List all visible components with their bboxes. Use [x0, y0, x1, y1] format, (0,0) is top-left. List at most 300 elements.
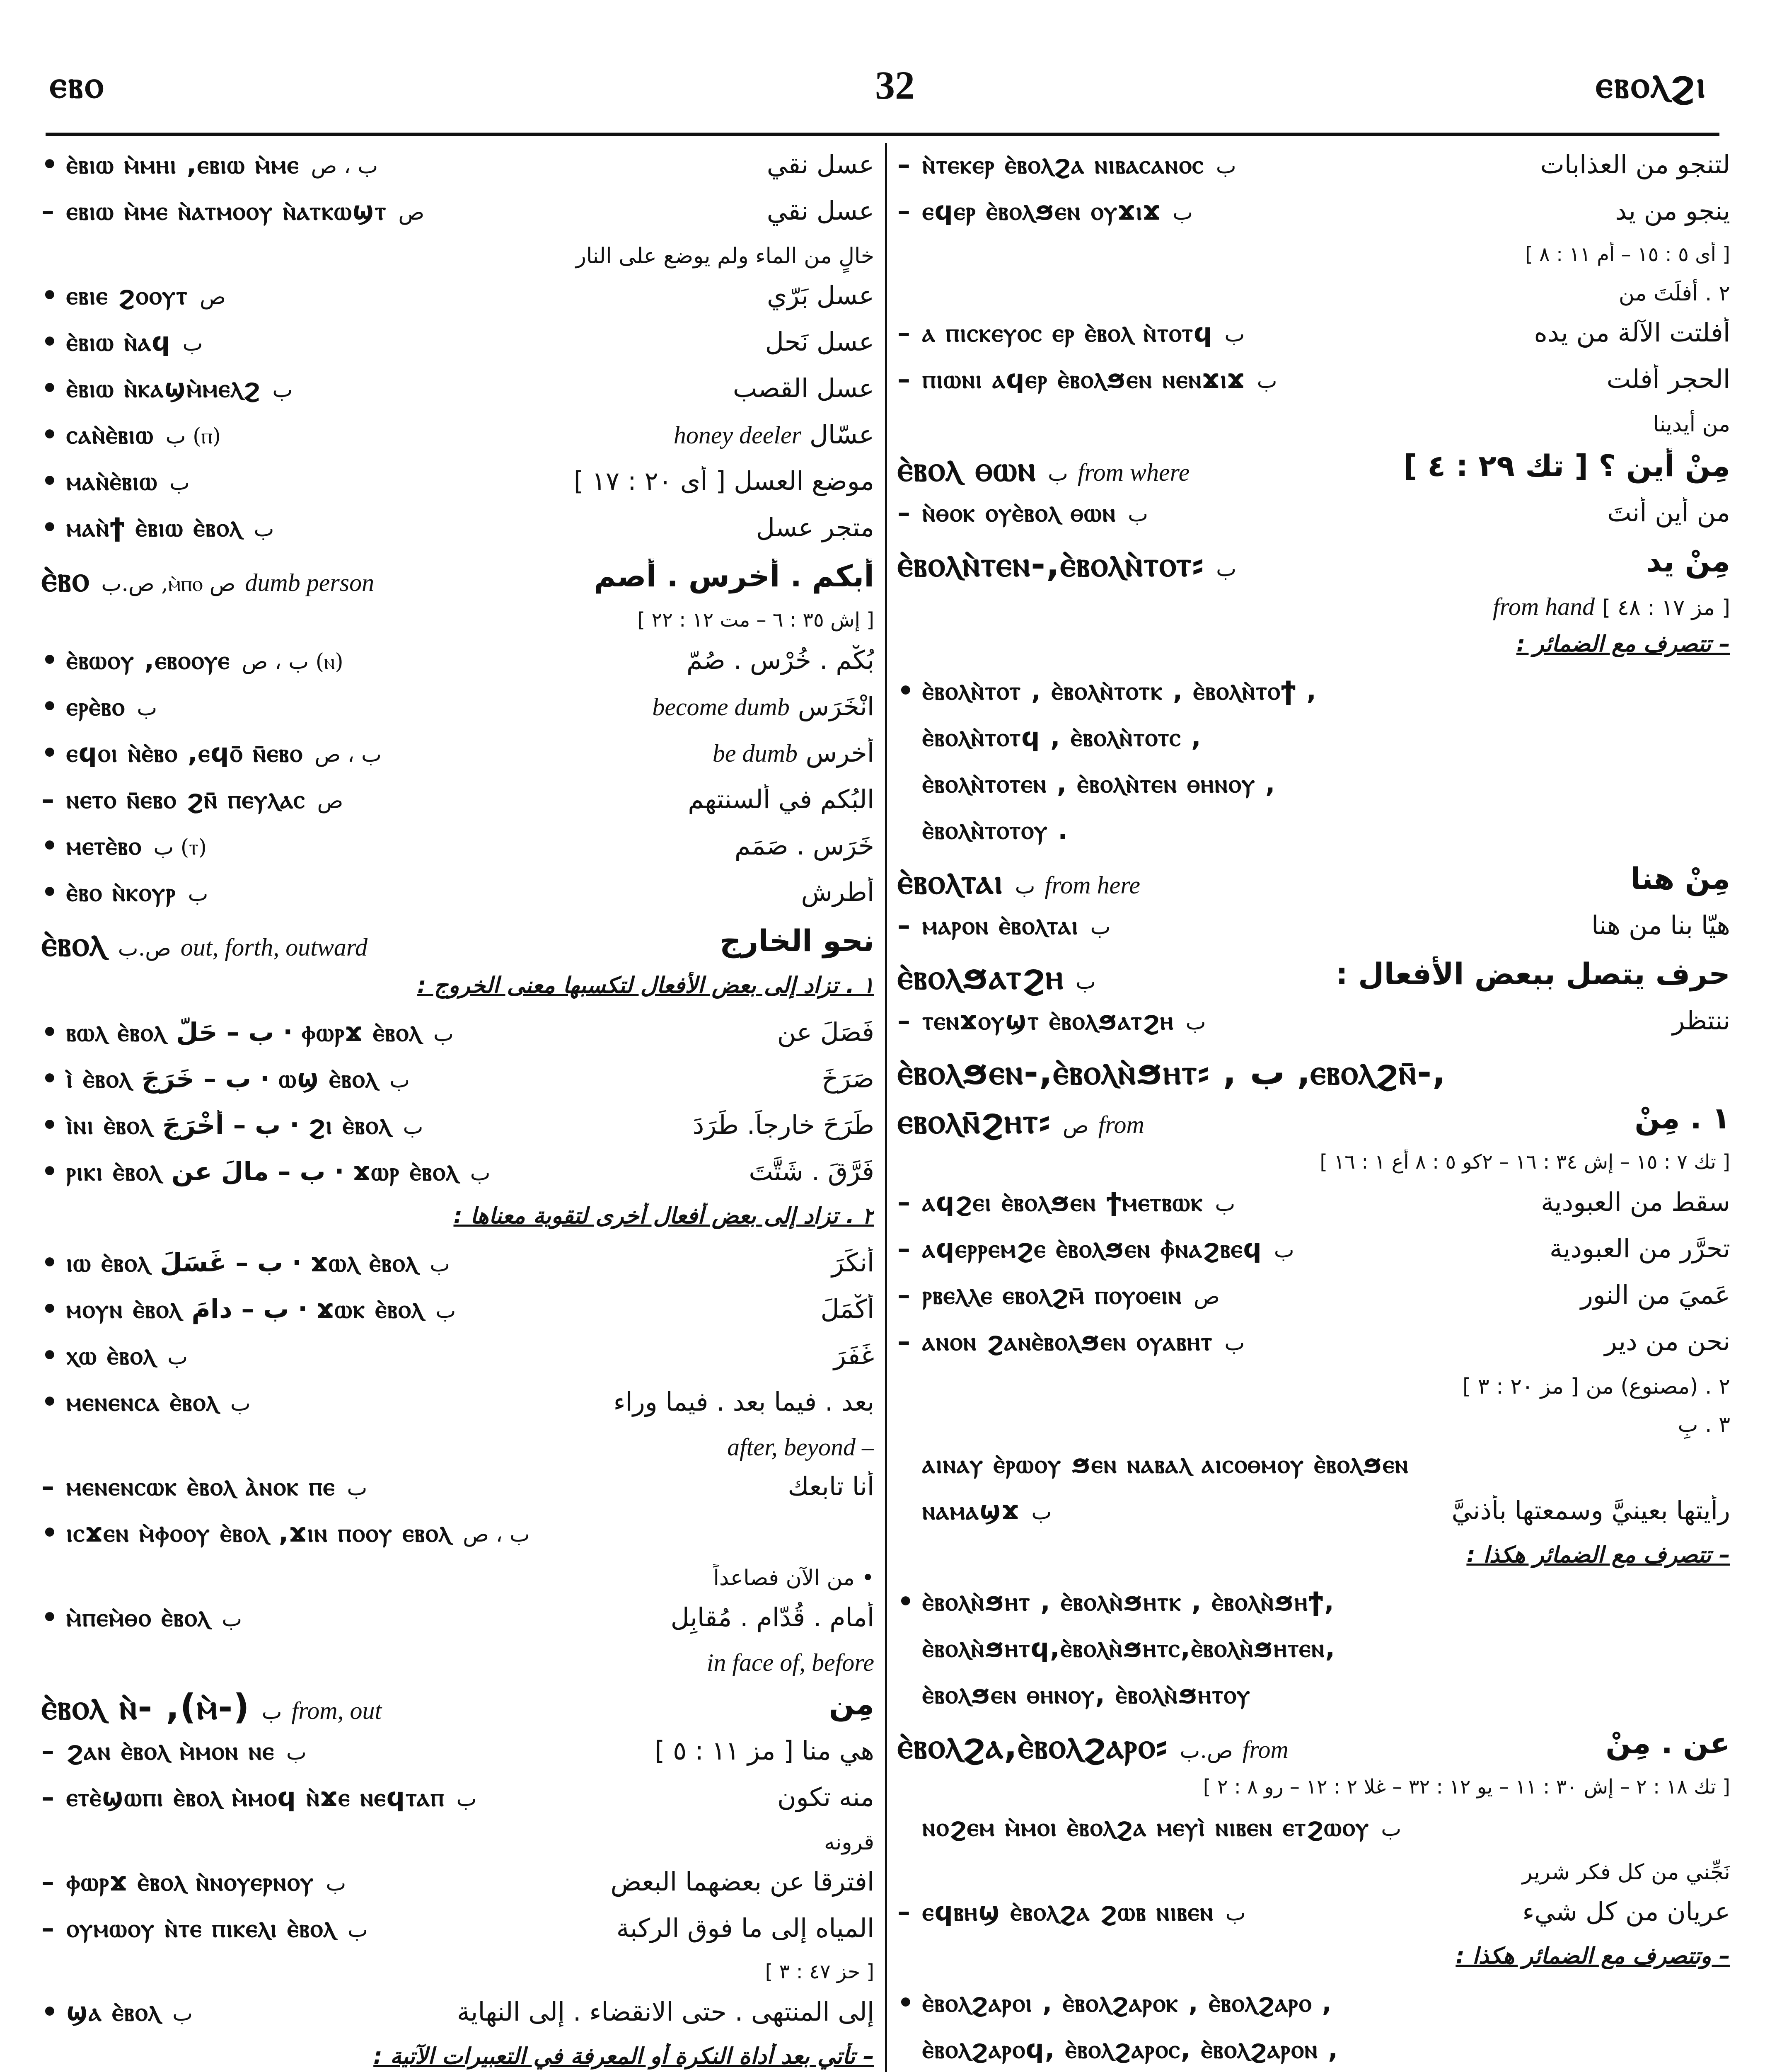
- arabic-gloss: طَرَحَ خارجاً. طَرَدَ: [692, 1110, 874, 1140]
- arabic-gloss: إلى المنتهى . حتى الانقضاء . إلى النهاية: [457, 1997, 874, 2027]
- entry-marker: –: [897, 1187, 910, 1217]
- coptic-term: ⲉ̀ⲃⲟⲗ ⲛ̀- ,(ⲙ̀-): [41, 1687, 250, 1727]
- entry-right-part: [674, 419, 874, 450]
- dialect-tag: ب: [254, 517, 274, 542]
- coptic-term: ⲙⲁⲛ̀ⲉ̀ⲃⲓⲱ: [66, 466, 158, 496]
- right-entry-bullet: [897, 1280, 1730, 1326]
- entry-left-part: [41, 691, 157, 721]
- dialect-tag: ب: [182, 331, 203, 356]
- entry-right-part: [655, 1736, 874, 1766]
- coptic-term: ⲙⲉⲛⲉⲛⲥⲱⲕ ⲉ̀ⲃⲟⲗ ⲁ̀ⲛⲟⲕ ⲡⲉ: [66, 1471, 336, 1501]
- arabic-gloss: افترقا عن بعضهما البعض: [610, 1866, 874, 1897]
- arabic-gloss: قرونه: [824, 1830, 874, 1855]
- arabic-gloss: هي منا [ مز ١١ : ٥ ]: [655, 1736, 874, 1766]
- entry-marker: •: [41, 1294, 58, 1324]
- coptic-term: ⲉ̀ⲃⲟ ⲛ̀ⲕⲟⲩⲣ: [66, 877, 176, 907]
- arabic-gloss: أكْمَلَ: [820, 1294, 874, 1324]
- entry-right-part: [733, 373, 874, 403]
- coptic-term: ⲧⲉⲛϫⲟⲩϣⲧ ⲉ̀ⲃⲟⲗϧⲁⲧϩⲏ: [922, 1005, 1174, 1036]
- arabic-gloss: بُكْم . خُرْس . صُمّ: [686, 645, 874, 675]
- left-entry-ref: [41, 1959, 874, 1997]
- entry-right-part: [1203, 1774, 1730, 1798]
- entry-left-part: [41, 1017, 454, 1047]
- arabic-gloss: خَرَس . صَمَم: [734, 830, 874, 861]
- arabic-gloss: انْخَرَس: [798, 691, 874, 721]
- coptic-term: ⲛ̀ⲧⲉⲕⲉⲣ ⲉ̀ⲃⲟⲗϩⲁ ⲛⲓⲃⲁⲥⲁⲛⲟⲥ: [922, 149, 1204, 179]
- entry-marker: •: [41, 373, 58, 403]
- entry-right-part: [457, 1997, 874, 2027]
- coptic-term: ⲛ̀ⲑⲟⲕ ⲟⲩⲉ̀ⲃⲟⲗ ⲑⲱⲛ: [922, 497, 1117, 528]
- entry-right-part: [594, 559, 874, 593]
- right-entry-cont: [897, 410, 1730, 448]
- entry-left-part: [41, 1602, 242, 1632]
- entry-right-part: [1550, 1233, 1730, 1264]
- coptic-term: ⲉ̀ⲃⲟⲗⲛ̀ⲧⲟⲧ , ⲉ̀ⲃⲟⲗⲛ̀ⲧⲟⲧⲕ , ⲉ̀ⲃⲟⲗⲛ̀ⲧⲟϯ ,: [922, 675, 1317, 706]
- dialect-tag: ب: [286, 1740, 307, 1765]
- right-entry-bullet: [897, 196, 1730, 242]
- entry-left-part: [897, 1187, 1235, 1217]
- entry-right-part: [1522, 1896, 1730, 1927]
- right-entry-bullet: [897, 910, 1730, 956]
- coptic-term: ⲙⲟⲩⲛ ⲉ̀ⲃⲟⲗ ب – دامَ · ϫⲱⲕ ⲉ̀ⲃⲟⲗ: [66, 1294, 424, 1324]
- coptic-term: ⲓ̀ⲛⲓ ⲉ̀ⲃⲟⲗ ب – أخْرَجَ · ϩⲓ ⲉ̀ⲃⲟⲗ: [66, 1110, 392, 1140]
- entry-marker: –: [897, 317, 910, 348]
- dialect-tag: ب: [261, 1699, 282, 1724]
- entry-marker: •: [41, 1387, 58, 1417]
- entry-right-part: [1672, 1005, 1730, 1036]
- entry-left-part: [897, 861, 1141, 902]
- left-entry-cont: [41, 1433, 874, 1471]
- arabic-gloss: نحو الخارج: [719, 923, 874, 958]
- entry-marker: –: [897, 149, 910, 179]
- dialect-tag: ب: [433, 1021, 454, 1046]
- left-entry-bullet: [41, 1602, 874, 1648]
- arabic-gloss: هيّا بنا من هنا: [1591, 910, 1730, 940]
- coptic-term: ϣⲁ ⲉ̀ⲃⲟⲗ: [66, 1997, 161, 2027]
- english-gloss: from: [1098, 1111, 1144, 1138]
- arabic-gloss: عسّال: [809, 419, 874, 450]
- english-gloss: from here: [1044, 871, 1141, 899]
- coptic-term: ⲉ̀ⲃⲟⲗⲛ̀ⲧⲟⲧⲉⲛ , ⲉ̀ⲃⲟⲗⲛ̀ⲧⲉⲛ ⲑⲏⲛⲟⲩ ,: [922, 768, 1276, 799]
- entry-left-part: [897, 196, 1193, 226]
- arabic-gloss: ٣ . بِ: [1678, 1412, 1730, 1437]
- arabic-gloss: خالٍ من الماء ولم يوضع على النار: [575, 244, 874, 269]
- coptic-term: ⲁϥϩⲉⲓ ⲉ̀ⲃⲟⲗϧⲉⲛ ϯⲙⲉⲧⲃⲱⲕ: [922, 1187, 1204, 1217]
- right-entry-cont: [897, 279, 1730, 317]
- left-entry-bullet: [41, 1913, 874, 1959]
- entry-left-part: [41, 1156, 491, 1186]
- arabic-gloss: رأيتها بعينيَّ وسمعتها بأذنيَّ: [1451, 1495, 1730, 1525]
- entry-right-part: [1336, 956, 1730, 991]
- arabic-gloss: تحرَّر من العبودية: [1549, 1233, 1730, 1264]
- entry-marker: •: [41, 1017, 58, 1047]
- coptic-term: ⲁⲛⲟⲛ ϩⲁⲛⲉ̀ⲃⲟⲗϧⲉⲛ ⲟⲩⲁⲃⲏⲧ: [922, 1326, 1213, 1356]
- entry-left-part: [897, 1101, 1144, 1141]
- arabic-gloss: عسل نَحل: [765, 327, 874, 357]
- coptic-term: ⲓⲱ ⲉ̀ⲃⲟⲗ ب – غَسَلَ · ϫⲱⲗ ⲉ̀ⲃⲟⲗ: [66, 1247, 418, 1278]
- arabic-gloss: أمام . قُدّام . مُقابِل: [670, 1602, 874, 1632]
- entry-right-part: [1615, 196, 1730, 226]
- english-gloss: from, out: [291, 1697, 382, 1724]
- dialect-tag: ب: [347, 1917, 368, 1942]
- arabic-gloss: فَرَّقَ . شَتَّتَ: [749, 1156, 874, 1186]
- entry-left-part: [897, 1449, 1409, 1479]
- entry-right-part: [1525, 242, 1730, 266]
- arabic-gloss: أبكم . أخرس . أصم: [594, 559, 874, 593]
- right-entry-ref: [897, 1150, 1730, 1187]
- coptic-term: ⲙⲉⲧⲉ̀ⲃⲟ: [66, 830, 142, 861]
- right-entry-bullet: [897, 497, 1730, 544]
- entry-left-part: [41, 373, 293, 403]
- entry-left-part: [897, 497, 1148, 528]
- arabic-gloss: منه تكون: [777, 1782, 874, 1812]
- arabic-gloss: ينجو من يد: [1615, 196, 1730, 226]
- coptic-term: ⲉϥⲟⲓ ⲛ̀ⲉ̀ⲃⲟ ,ⲉϥⲟ̄ ⲛ̄ⲉⲃⲟ: [66, 738, 303, 768]
- coptic-term: ⲙⲉⲛⲉⲛⲥⲁ ⲉ̀ⲃⲟⲗ: [66, 1387, 219, 1417]
- right-entry-bullet: [897, 364, 1730, 410]
- entry-right-part: [713, 1564, 874, 1591]
- arabic-gloss: • من الآن فصاعداً: [713, 1566, 874, 1590]
- entry-right-part: [1619, 279, 1730, 306]
- entry-marker: •: [41, 691, 58, 721]
- dialect-tag: ب: [430, 1252, 450, 1277]
- entry-left-part: [41, 1518, 530, 1548]
- dialect-tag: ب: [1216, 154, 1236, 179]
- entry-marker: •: [897, 675, 914, 706]
- entry-marker: •: [41, 1247, 58, 1278]
- coptic-term: ⲙ̀ⲡⲉⲙ̀ⲑⲟ ⲉ̀ⲃⲟⲗ: [66, 1602, 210, 1632]
- right-entry-sub: [897, 1542, 1730, 1586]
- arabic-gloss: عسل نقي: [766, 149, 874, 179]
- entry-marker: •: [41, 1110, 58, 1140]
- coptic-term: ⲓⲥϫⲉⲛ ⲙ̀ⲫⲟⲟⲩ ⲉ̀ⲃⲟⲗ ,ϫⲓⲛ ⲡⲟⲟⲩ ⲉⲃⲟⲗ: [66, 1518, 452, 1548]
- entry-left-part: [897, 768, 1276, 799]
- entry-left-part: [897, 815, 1069, 845]
- entry-marker: •: [41, 1518, 58, 1548]
- right-entry-bullet: [897, 1633, 1730, 1679]
- entry-marker: •: [41, 280, 58, 310]
- entry-marker: –: [41, 1866, 54, 1897]
- english-gloss: dumb person: [245, 569, 375, 596]
- arabic-gloss: [ حز ٤٧ : ٣ ]: [765, 1960, 874, 1983]
- entry-left-part: [897, 448, 1190, 489]
- coptic-term: ⲉ̀ⲃⲟⲗϩⲁⲣⲟϥ, ⲉ̀ⲃⲟⲗϩⲁⲣⲟⲥ, ⲉ̀ⲃⲟⲗϩⲁⲣⲟⲛ ,: [922, 2034, 1339, 2064]
- right-entry-bullet: [897, 1326, 1730, 1372]
- right-entry-bullet: [897, 768, 1730, 815]
- dialect-tag: ب: [167, 1345, 188, 1370]
- entry-left-part: [41, 559, 375, 599]
- coptic-term: ⲉ̀ⲃⲓⲱ ⲛ̀ⲕⲁϣⲙ̀ⲙⲉⲗϩ: [66, 373, 261, 403]
- entry-right-part: [1581, 1280, 1730, 1310]
- right-entry-bullet: [897, 1812, 1730, 1858]
- right-entry-bullet: [897, 1987, 1730, 2034]
- coptic-term: ⲃⲱⲗ ⲉ̀ⲃⲟⲗ ب – حَلّ · ⲫⲱⲣϫ ⲉ̀ⲃⲟⲗ: [66, 1017, 422, 1047]
- left-entry-sub: [41, 972, 874, 1017]
- entry-left-part: [41, 923, 368, 964]
- arabic-gloss: ننتظر: [1672, 1005, 1730, 1036]
- dialect-tag: ص: [1194, 1284, 1220, 1309]
- entry-right-part: [1634, 1101, 1730, 1135]
- dialect-tag: ب: [347, 1476, 368, 1501]
- header-left-guide-word: ⲉⲃⲟ: [50, 62, 105, 107]
- right-entry-bullet: [897, 722, 1730, 768]
- coptic-term: ⲛⲁⲙⲁϣϫ: [922, 1495, 1020, 1525]
- dialect-tag: ب: [1225, 1901, 1246, 1926]
- left-entry-bullet: [41, 645, 874, 691]
- coptic-term: ⲉ̀ⲃⲟⲗϩⲁⲣⲟⲓ , ⲉ̀ⲃⲟⲗϩⲁⲣⲟⲕ , ⲉ̀ⲃⲟⲗϩⲁⲣⲟ ,: [922, 1987, 1333, 2018]
- coptic-term: ⲥⲁⲛ̀ⲉ̀ⲃⲓⲱ: [66, 419, 154, 450]
- coptic-term: ⲉⲧⲉ̀ϣⲱⲡⲓ ⲉ̀ⲃⲟⲗ ⲙ̀ⲙⲟϥ ⲛ̀ϫⲉ ⲛⲉϥⲧⲁⲡ: [66, 1782, 445, 1812]
- left-entry-bullet: [41, 466, 874, 512]
- english-gloss: after, beyond –: [727, 1433, 874, 1461]
- left-entry-bullet: [41, 1247, 874, 1294]
- right-entry-head: [897, 544, 1730, 593]
- right-entry-bullet: [897, 1896, 1730, 1943]
- entry-right-part: [829, 1687, 874, 1721]
- coptic-term: ⲉ̀ⲃⲟⲗϧⲉⲛ-,ⲉ̀ⲃⲟⲗⲛ̀ϧⲏⲧ⸗ , ب ,ⲉⲃⲟⲗϩⲛ̄-,: [897, 1052, 1447, 1092]
- entry-marker: –: [897, 1326, 910, 1356]
- entry-right-part: [1607, 497, 1730, 528]
- entry-right-part: [756, 512, 874, 542]
- arabic-gloss: مِنْ يد: [1646, 544, 1730, 579]
- entry-right-part: [1452, 1495, 1731, 1525]
- left-entry-bullet: [41, 691, 874, 738]
- left-entry-head: [41, 1687, 874, 1736]
- coptic-term: ⲟⲩⲙⲱⲟⲩ ⲛ̀ⲧⲉ ⲡⲓⲕⲉⲗⲓ ⲉ̀ⲃⲟⲗ: [66, 1913, 336, 1943]
- english-gloss: honey deeler: [673, 421, 802, 449]
- entry-right-part: [1534, 317, 1730, 348]
- entry-right-part: [832, 1247, 874, 1278]
- left-entry-bullet: [41, 1866, 874, 1913]
- dialect-tag: ب: [1185, 1010, 1206, 1035]
- entry-left-part: [897, 1326, 1245, 1356]
- coptic-term: ⲉ̀ⲃⲟⲗⲛ̀ⲧⲟⲧϥ , ⲉ̀ⲃⲟⲗⲛ̀ⲧⲟⲧⲥ ,: [922, 722, 1202, 752]
- arabic-gloss: من أيدينا: [1653, 412, 1730, 437]
- entry-right-part: [1522, 1858, 1730, 1885]
- entry-right-part: [1607, 364, 1730, 394]
- arabic-gloss: حرف يتصل ببعض الأفعال :: [1336, 956, 1730, 991]
- entry-right-part: [1591, 910, 1730, 940]
- arabic-gloss: بعد . فيما بعد . فيما وراء: [613, 1387, 874, 1417]
- right-entry-bullet: [897, 1005, 1730, 1052]
- entry-left-part: [897, 149, 1236, 179]
- left-entry-cont: [41, 1828, 874, 1866]
- entry-left-part: [897, 1812, 1401, 1842]
- entry-right-part: [1463, 1372, 1730, 1399]
- dialect-tag: ب: [172, 2001, 193, 2026]
- entry-left-part: [41, 149, 378, 179]
- coptic-term: ⲣⲃⲉⲗⲗⲉ ⲉⲃⲟⲗϩⲙ̄ ⲡⲟⲩⲟⲉⲓⲛ: [922, 1280, 1182, 1310]
- dialect-tag: ب: [137, 696, 157, 721]
- entry-right-part: [1646, 544, 1730, 579]
- left-column: [41, 149, 874, 2072]
- coptic-term: ⲉϥⲉⲣ ⲉ̀ⲃⲟⲗϧⲉⲛ ⲟⲩϫⲓϫ: [922, 196, 1161, 226]
- entry-right-part: [617, 1913, 874, 1943]
- dialect-tag: ب ، ص: [314, 742, 382, 767]
- entry-marker: –: [41, 1736, 54, 1766]
- left-entry-bullet: [41, 1156, 874, 1203]
- coptic-term: ⲉ̀ⲃⲓⲱ ⲛ̀ⲁϥ: [66, 327, 171, 357]
- entry-marker: –: [897, 196, 910, 226]
- dialect-tag: ب: [470, 1161, 491, 1186]
- left-entry-head: [41, 559, 874, 608]
- dialect-tag: ص.ب: [1180, 1738, 1233, 1763]
- right-entry-ref: [897, 1774, 1730, 1812]
- left-entry-bullet: [41, 512, 874, 559]
- coptic-term: ⲙⲁⲛ̀ϯ ⲉ̀ⲃⲓⲱ ⲉ̀ⲃⲟⲗ: [66, 512, 242, 542]
- entry-left-part: [897, 1896, 1246, 1927]
- dialect-tag: ب: [188, 881, 208, 906]
- coptic-term: ⲉ̀ⲃⲓⲱ ⲙ̀ⲙⲏⲓ ,ⲉⲃⲓⲱ ⲙ̀ⲙⲉ: [66, 149, 300, 179]
- arabic-gloss: مِن: [829, 1687, 874, 1721]
- entry-left-part: [897, 1679, 1251, 1709]
- arabic-gloss: البُكم في ألسنتهم: [688, 784, 874, 814]
- dialect-tag: ص: [398, 200, 425, 225]
- coptic-term: ⲁϥⲉⲣⲣⲉⲙϩⲉ ⲉ̀ⲃⲟⲗϧⲉⲛ ⲫ̀ⲛⲁϩⲃⲉϥ: [922, 1233, 1262, 1264]
- arabic-gloss: عسل القصب: [733, 373, 874, 403]
- arabic-gloss: ١ . مِنْ: [1634, 1101, 1730, 1135]
- entry-marker: •: [41, 1997, 58, 2027]
- dialect-tag: ب: [456, 1786, 477, 1811]
- arabic-gloss: [ مز ١٧ : ٤٨ ]: [1602, 595, 1730, 620]
- entry-left-part: [897, 364, 1277, 394]
- entry-left-part: [897, 1586, 1335, 1617]
- right-entry-bullet: [897, 1495, 1730, 1542]
- dialect-tag: ب ، ص: [311, 154, 378, 179]
- entry-right-part: [637, 608, 874, 632]
- left-entry-bullet: [41, 149, 874, 196]
- entry-right-part: [713, 738, 874, 768]
- left-entry-sub: [41, 1203, 874, 1247]
- left-entry-bullet: [41, 419, 874, 466]
- entry-left-part: [897, 722, 1202, 752]
- coptic-term: ⲉ̀ⲃⲟⲗϧⲁⲧϩⲏ: [897, 956, 1064, 997]
- arabic-gloss: أفلتت الآلة من يده: [1534, 317, 1730, 348]
- entry-right-part: [613, 1387, 874, 1417]
- arabic-gloss: عسل بَرّي: [767, 280, 874, 310]
- entry-left-part: [41, 466, 190, 496]
- dialect-tag: ب (ⲧ): [153, 835, 207, 860]
- dialect-tag: ب: [1381, 1816, 1402, 1841]
- coptic-term: ⲫⲱⲣϫ ⲉ̀ⲃⲟⲗ ⲛ̀ⲛⲟⲩⲉⲣⲛⲟⲩ: [66, 1866, 314, 1897]
- dialect-tag: ب: [1216, 557, 1237, 581]
- entry-left-part: [897, 675, 1317, 706]
- left-entry-bullet: [41, 1736, 874, 1782]
- header-right-guide-word: ⲉⲃⲟⲗϩⲓ: [1596, 62, 1707, 107]
- left-entry-bullet: [41, 830, 874, 877]
- coptic-term: ⲉ̀ⲃⲟⲗϧⲉⲛ ⲑⲏⲛⲟⲩ, ⲉ̀ⲃⲟⲗⲛ̀ϧⲏⲧⲟⲩ: [922, 1679, 1251, 1709]
- entry-marker: –: [41, 1782, 54, 1812]
- right-entry-head: [897, 861, 1730, 910]
- entry-left-part: [41, 1997, 193, 2027]
- entry-right-part: [652, 691, 874, 721]
- coptic-term: ⲉ̀ⲃⲟⲗϩⲁ,ⲉ̀ⲃⲟⲗϩⲁⲣⲟ⸗: [897, 1726, 1168, 1766]
- arabic-gloss: أنا تابعك: [788, 1471, 874, 1501]
- left-entry-ref: [41, 608, 874, 645]
- left-entry-bullet: [41, 784, 874, 830]
- entry-marker: •: [41, 327, 58, 357]
- entry-right-part: [834, 1340, 874, 1370]
- coptic-term: ⲛⲉⲧⲟ ⲛ̄ⲉⲃⲟ ϩⲛ̄ ⲡⲉⲩⲗⲁⲥ: [66, 784, 306, 814]
- entry-marker: •: [897, 1586, 914, 1617]
- left-entry-cont: [41, 1648, 874, 1687]
- entry-marker: •: [41, 419, 58, 450]
- dialect-tag: ب: [1274, 1238, 1294, 1263]
- entry-right-part: [801, 877, 874, 907]
- left-entry-cont: [41, 1564, 874, 1602]
- entry-left-part: [897, 956, 1096, 997]
- entry-left-part: [41, 830, 207, 861]
- arabic-gloss: موضع العسل [ أى ٢٠ : ١٧ ]: [573, 466, 874, 496]
- arabic-gloss: – تتصرف مع الضمائر :: [1516, 631, 1730, 657]
- arabic-gloss: عسل نقي: [766, 196, 874, 226]
- right-entry-bullet: [897, 317, 1730, 364]
- entry-left-part: [41, 1782, 476, 1812]
- right-entry-bullet: [897, 1586, 1730, 1633]
- entry-left-part: [897, 1633, 1336, 1663]
- entry-right-part: [727, 1433, 874, 1462]
- coptic-term: ⲉ̀ⲃⲱⲟⲩ ,ⲉⲃⲟⲟⲩⲉ: [66, 645, 230, 675]
- entry-left-part: [41, 877, 208, 907]
- entry-marker: •: [41, 1156, 58, 1186]
- entry-right-part: [767, 149, 874, 179]
- dialect-tag: ب: [222, 1607, 242, 1631]
- entry-left-part: [897, 317, 1245, 348]
- entry-left-part: [41, 327, 203, 357]
- dialect-tag: ب: [1215, 1191, 1236, 1216]
- left-entry-bullet: [41, 1017, 874, 1063]
- entry-right-part: [693, 1110, 874, 1140]
- coptic-term: ⲉ̀ⲃⲟⲗⲛ̀ⲧⲟⲧⲟⲩ .: [922, 815, 1069, 845]
- entry-marker: •: [41, 466, 58, 496]
- dialect-tag: ب ، ص: [463, 1522, 530, 1547]
- english-gloss: out, forth, outward: [180, 934, 368, 961]
- entry-marker: •: [41, 1063, 58, 1094]
- dialect-tag: ص: [1062, 1113, 1089, 1138]
- left-entry-bullet: [41, 738, 874, 784]
- english-gloss: become dumb: [652, 693, 790, 721]
- entry-marker: –: [897, 364, 910, 394]
- arabic-gloss: عَميَ من النور: [1580, 1280, 1730, 1310]
- entry-left-part: [41, 512, 274, 542]
- right-entry-cont: [897, 1372, 1730, 1411]
- entry-left-part: [897, 1005, 1206, 1036]
- entry-right-part: [1403, 448, 1730, 483]
- right-entry-head: [897, 956, 1730, 1005]
- arabic-gloss: سقط من العبودية: [1541, 1187, 1730, 1217]
- entry-right-part: [1516, 631, 1730, 657]
- arabic-gloss: ٢ . تزاد إلى بعض أفعال أخرى لتقوية معناها :: [453, 1203, 874, 1229]
- entry-left-part: [41, 1063, 410, 1094]
- coptic-term: ⲁ ⲡⲓⲥⲕⲉⲩⲟⲥ ⲉⲣ ⲉ̀ⲃⲟⲗ ⲛ̀ⲧⲟⲧϥ: [922, 317, 1213, 348]
- entry-left-part: [41, 1913, 368, 1943]
- entry-right-part: [1540, 149, 1731, 179]
- entry-right-part: [417, 972, 874, 998]
- left-entry-bullet: [41, 196, 874, 242]
- right-entry-head: [897, 1052, 1730, 1101]
- entry-left-part: [41, 1247, 450, 1278]
- entry-right-part: [574, 466, 874, 496]
- page-number: 32: [875, 63, 915, 107]
- right-entry-bullet: [897, 815, 1730, 861]
- entry-marker: •: [41, 645, 58, 675]
- entry-left-part: [41, 280, 226, 310]
- dialect-tag: ب: [1075, 969, 1096, 994]
- right-entry-bullet: [897, 149, 1730, 196]
- arabic-gloss: نَجِّني من كل فكر شرير: [1522, 1860, 1730, 1885]
- entry-right-part: [1320, 1150, 1730, 1174]
- entry-right-part: [687, 645, 874, 675]
